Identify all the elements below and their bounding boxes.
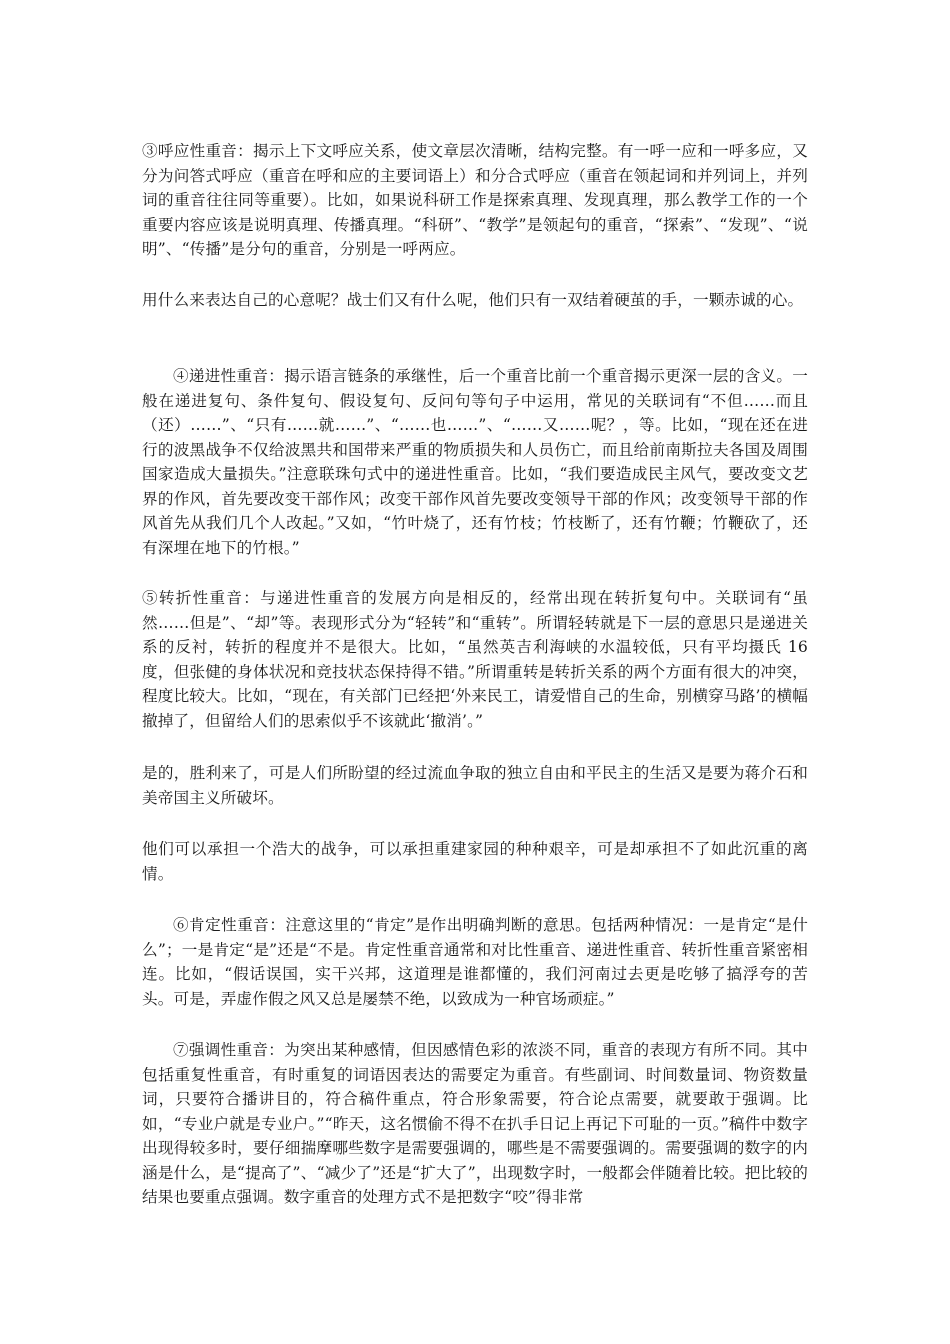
paragraph-example-parting: 他们可以承担一个浩大的战争，可以承担重建家园的种种艰辛，可是却承担不了如此沉重的离情。 xyxy=(142,840,808,883)
paragraph-echo-stress: ③呼应性重音：揭示上下文呼应关系，使文章层次清晰，结构完整。有一呼一应和一呼多应，又分为问答式呼应（重音在呼和应的主要词语上）和分合式呼应（重音在领起词和并列词上，并列词的重音往往同等重要）。比如，如果说科研工作是探索真理、发现真理，那么教学工作的一个重要内容应该是说明真理、传播真理。“科研”、“教学”是领起句的重音，“探索”、“发现”、“说明”、“传播”是分句的重音，分别是一呼两应。 xyxy=(142,142,808,258)
paragraph-example-victory: 是的，胜利来了，可是人们所盼望的经过流血争取的独立自由和平民主的生活又是要为蒋介石和美帝国主义所破坏。 xyxy=(142,764,808,807)
paragraph-progressive-stress: ④递进性重音：揭示语言链条的承继性，后一个重音比前一个重音揭示更深一层的含义。一般在递进复句、条件复句、假设复句、反问句等句子中运用，常见的关联词有“不但……而且（还）……”、“只有……就……”、“……也……”、“……又……呢？，等。比如，“现在还在进行的波黑战争不仅给波黑共和国带来严重的物质损失和人员伤亡，而且给前南斯拉夫各国及周围国家造成大量损失。”注意联珠句式中的递进性重音。比如，“我们要造成民主风气，要改变文艺界的作风，首先要改变干部作风；改变干部作风首先要改变领导干部的作风；改变领导干部的作风首先从我们几个人改起。”又如，“竹叶烧了，还有竹枝；竹枝断了，还有竹鞭；竹鞭砍了，还有深埋在地下的竹根。” xyxy=(142,367,808,557)
paragraph-emphatic-stress: ⑦强调性重音：为突出某种感情，但因感情色彩的浓淡不同，重音的表现方有所不同。其中包括重复性重音，有时重复的词语因表达的需要定为重音。有些副词、时间数量词、物资数量词，只要符合播讲目的，符合稿件重点，符合形象需要，符合论点需要，就要敢于强调。比如，“专业户就是专业户。”“昨天，这名惯偷不得不在扒手日记上再记下可耻的一页。”稿件中数字出现得较多时，要仔细揣摩哪些数字是需要强调的，哪些是不需要强调的。需要强调的数字的内涵是什么，是“提高了”、“减少了”还是“扩大了”，出现数字时，一般都会伴随着比较。把比较的结果也要重点强调。数字重音的处理方式不是把数字“咬”得非常 xyxy=(142,1041,808,1206)
paragraph-example-heart: 用什么来表达自己的心意呢？战士们又有什么呢，他们只有一双结着硬茧的手，一颗赤诚的心。 xyxy=(142,291,804,309)
paragraph-affirmative-stress: ⑥肯定性重音：注意这里的“肯定”是作出明确判断的意思。包括两种情况：一是肯定“是什么”；一是肯定“是”还是“不是。肯定性重音通常和对比性重音、递进性重音、转折性重音紧密相连。比如，“假话误国，实干兴邦，这道理是谁都懂的，我们河南过去更是吃够了搞浮夸的苦头。可是，弄虚作假之风又总是屡禁不绝，以致成为一种官场顽症。” xyxy=(142,916,808,1008)
paragraph-turning-stress: ⑤转折性重音：与递进性重音的发展方向是相反的，经常出现在转折复句中。关联词有“虽然……但是”、“却”等。表现形式分为“轻转”和“重转”。所谓轻转就是下一层的意思只是递进关系的反衬，转折的程度并不是很大。比如，“虽然英吉利海峡的水温较低，只有平均摄氏 16 度，但张健的身体状况和竞技状态保持得不错。”所谓重转是转折关系的两个方面有很大的冲突，程度比较大。比如，“现在，有关部门已经把‘外来民工，请爱惜自己的生命，别横穿马路’的横幅撤掉了，但留给人们的思索似乎不该就此‘撤消’。” xyxy=(142,589,808,730)
